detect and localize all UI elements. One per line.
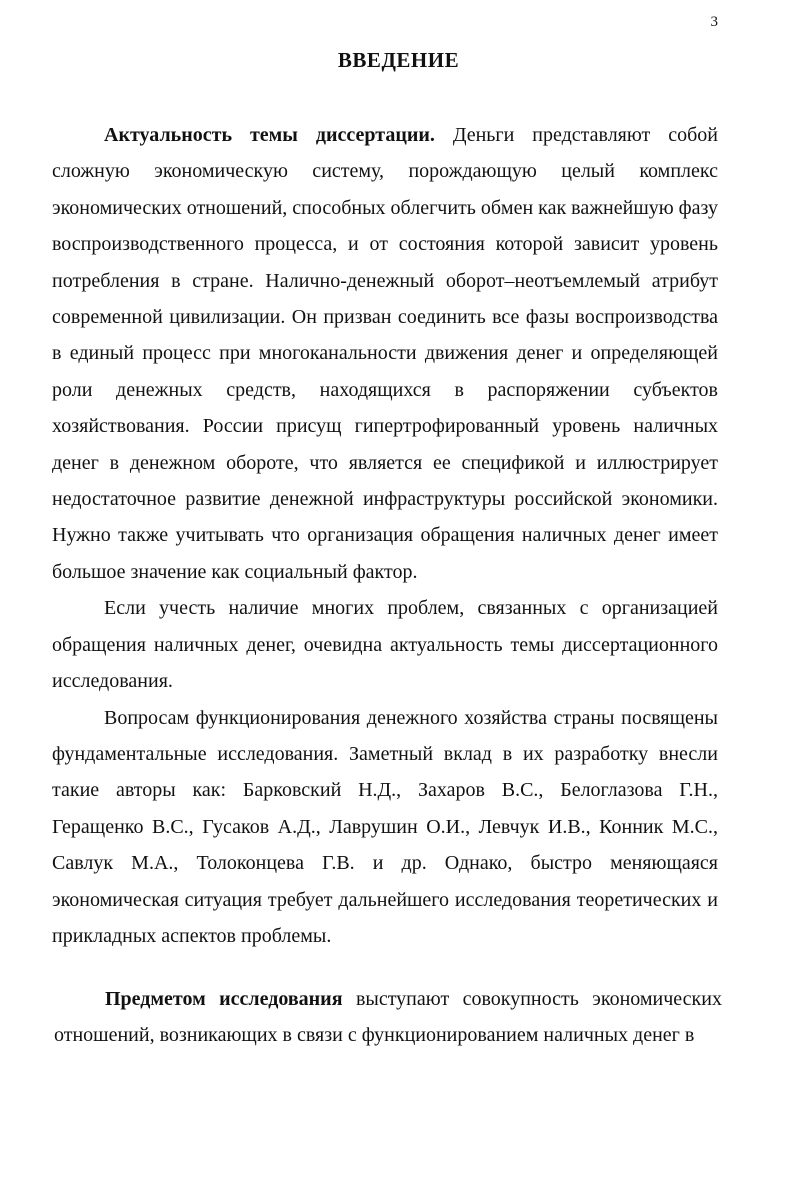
body-text-continued: [54, 981, 722, 1054]
paragraph-relevance: [52, 117, 718, 590]
paragraph-lead: Актуальность темы диссертации.: [104, 124, 435, 146]
section-title: ВВЕДЕНИЕ: [337, 48, 460, 72]
page-number: 3: [710, 14, 718, 30]
paragraph-authors: [52, 700, 718, 955]
body-text: [52, 117, 718, 954]
paragraph-text: Деньги представляют собой сложную экономическую систему, порождающую целый комплекс экономических отношений, способных облегчить обмен как важнейшую фазу воспроизводственного процесса, и от состояния которой зависит уровень потребления в стране. Налично-денежный оборот–неотъемлемый атрибут современной цивилизации. Он призван соединить все фазы воспроизводства в единый процесс при многоканальности движения денег и определяющей роли денежных средств, находящихся в распоряжении субъектов хозяйствования. России присущ гипертрофированный уровень наличных денег в денежном обороте, что является ее спецификой и иллюстрирует недостаточное развитие денежной инфраструктуры российской экономики. Нужно также учитывать что организация обращения наличных денег имеет большое значение как социальный фактор.: [52, 124, 718, 583]
paragraph-problems: [52, 590, 718, 699]
paragraph-text: Вопросам функционирования денежного хозяйства страны посвящены фундаментальные исследования. Заметный вклад в их разработку внесли такие авторы как: Барковский Н.Д., Захаров В.С., Белоглазова Г.Н., Геращенко В.С., Гусаков А.Д., Лаврушин О.И., Левчук И.В., Конник М.С., Савлук М.А., Толоконцева Г.В. и др. Однако, быстро меняющаяся экономическая ситуация требует дальнейшего исследования теоретических и прикладных аспектов проблемы.: [52, 706, 718, 947]
paragraph-text: Если учесть наличие многих проблем, связанных с организацией обращения наличных денег, очевидна актуальность темы диссертационного исследования.: [52, 597, 718, 693]
paragraph-lead: Предметом исследования: [105, 988, 343, 1010]
paragraph-subject: [54, 981, 722, 1054]
paragraph-text: выступают совокупность экономических отношений, возникающих в связи с функционированием наличных денег в: [54, 988, 722, 1047]
